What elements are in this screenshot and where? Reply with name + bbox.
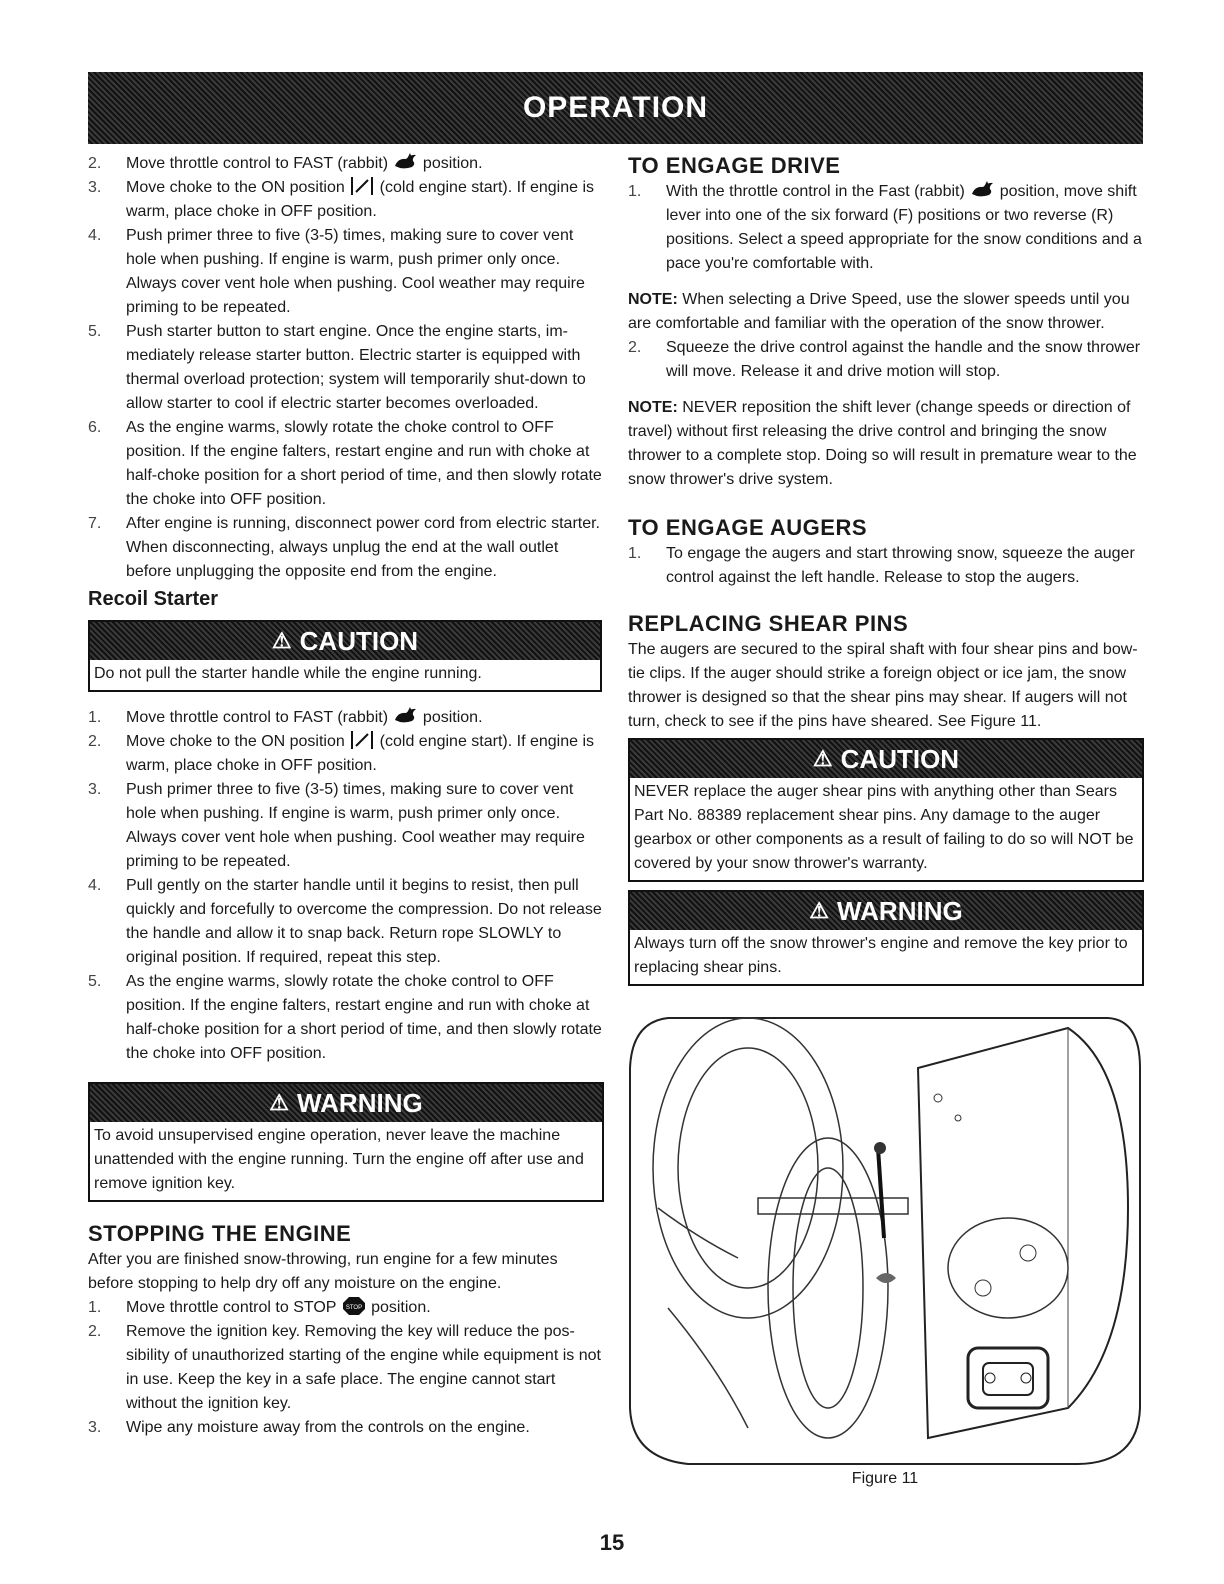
warning-box-shear-pins	[628, 890, 1144, 986]
stop-icon	[336, 1299, 366, 1316]
stopping-engine-heading: STOPPING THE ENGINE	[88, 1221, 352, 1246]
note-shift-lever	[628, 396, 1144, 492]
choke-icon	[345, 179, 375, 196]
list-item	[88, 874, 604, 970]
step-text: After engine is running, disconnect power cord from electric starter. When disconnecting, always unplug the end at the wall outlet before unplugging the opposite end from the engine.	[126, 515, 600, 580]
augers-step-1	[628, 542, 1144, 590]
list-item	[88, 416, 604, 512]
step-text: Push primer three to five (3-5) times, making sure to cover vent hole when pushing. If engine is warm, push primer only once. Always cover vent hole when pushing. Cool weather may require priming to be repeated.	[126, 781, 585, 870]
page-number: 15	[599, 1530, 625, 1555]
stopping-intro: After you are finished snow-throwing, run engine for a few minutes before stopping to help dry off any moisture on the engine.	[88, 1251, 558, 1292]
step-number: 2.	[88, 155, 102, 172]
list-item	[88, 706, 604, 730]
step-number: 3.	[88, 1419, 102, 1436]
note-label: NOTE:	[628, 399, 678, 416]
alert-triangle-icon: ⚠	[269, 1090, 290, 1115]
list-item	[88, 152, 604, 176]
step-number: 7.	[88, 515, 102, 532]
list-item	[88, 730, 604, 778]
step-text-container	[126, 970, 604, 1066]
figure-11-illustration	[628, 1008, 1142, 1468]
step-number: 2.	[88, 733, 102, 750]
list-item	[88, 1320, 604, 1416]
list-item	[628, 542, 1144, 590]
warning-label: WARNING	[837, 895, 963, 926]
caution-header	[630, 740, 1142, 778]
caution-box-starter	[88, 620, 602, 692]
step-text-after: (cold engine start). If engine is warm, place choke in OFF position.	[126, 733, 595, 774]
step-text: Move choke to the ON position	[126, 733, 345, 750]
warning-label: WARNING	[297, 1087, 423, 1118]
alert-triangle-icon: ⚠	[812, 746, 833, 771]
engage-augers-heading: TO ENGAGE AUGERS	[628, 515, 868, 540]
warning-text: Always turn off the snow thrower's engine and remove the key prior to replacing shear pins.	[634, 935, 1128, 976]
step-text-container	[666, 180, 1144, 276]
step-text-container	[126, 512, 604, 584]
warning-text: To avoid unsupervised engine operation, never leave the machine unattended with the engine running. Turn the engine off after use and remove ignition key.	[94, 1127, 584, 1192]
engage-drive-heading: TO ENGAGE DRIVE	[628, 153, 841, 178]
rabbit-icon	[965, 183, 995, 200]
list-item	[88, 1416, 604, 1440]
list-item	[88, 1296, 604, 1320]
recoil-starter-heading: Recoil Starter	[88, 588, 219, 610]
step-text-after: position, move shift lever into one of the six forward (F) positions or two reverse (R) positions. Select a speed appropriate for the snow conditions and a pace you're comfortable with.	[666, 183, 1142, 272]
step-text: As the engine warms, slowly rotate the choke control to OFF position. If the engine falters, restart engine and run with choke at half-choke position for a short period of time, and then slowly rotate the choke into OFF position.	[126, 973, 602, 1062]
caution-text: Do not pull the starter handle while the engine running.	[94, 665, 482, 682]
step-text: Move throttle control to FAST (rabbit)	[126, 709, 389, 726]
auger-shear-pin-drawing	[628, 1008, 1142, 1468]
caution-text: NEVER replace the auger shear pins with anything other than Sears Part No. 88389 replacement shear pins. Any damage to the auger gearbox or other components as a result of failing to do so will NOT be covered by your snow thrower's warranty.	[634, 783, 1134, 872]
step-text: Pull gently on the starter handle until it begins to resist, then pull quickly and forcefully to overcome the compression. Do not release the handle and allow it to snap back. Return rope SLOWLY to original position. If required, repeat this step.	[126, 877, 602, 966]
step-text-container	[126, 1296, 604, 1320]
step-text-container	[126, 320, 604, 416]
step-text-container	[126, 874, 604, 970]
caution-header	[90, 622, 600, 660]
step-number: 4.	[88, 877, 102, 894]
step-number: 3.	[88, 179, 102, 196]
list-item	[88, 970, 604, 1066]
choke-icon	[345, 733, 375, 750]
drive-step-2	[628, 336, 1144, 384]
step-text-after: position.	[418, 155, 483, 172]
step-text: Move throttle control to STOP	[126, 1299, 337, 1316]
warning-box-unattended	[88, 1082, 604, 1202]
step-text-container	[666, 336, 1144, 384]
figure-caption: Figure 11	[851, 1470, 919, 1487]
step-text: Remove the ignition key. Removing the key will reduce the pos-sibility of unauthorized starting of the engine while equipment is not in use. Keep the key in a safe place. The engine cannot start without the ignition key.	[126, 1323, 601, 1412]
step-text: Move choke to the ON position	[126, 179, 345, 196]
step-number: 1.	[628, 183, 642, 200]
step-text-container	[126, 1416, 604, 1440]
drive-step-1	[628, 180, 1144, 276]
step-text-container	[666, 542, 1144, 590]
step-number: 1.	[88, 1299, 102, 1316]
shear-pins-heading: REPLACING SHEAR PINS	[628, 611, 909, 636]
list-item	[88, 176, 604, 224]
alert-triangle-icon: ⚠	[809, 898, 830, 923]
list-item	[88, 320, 604, 416]
step-text-container	[126, 224, 604, 320]
step-text-container	[126, 152, 604, 176]
step-text: With the throttle control in the Fast (rabbit)	[666, 183, 965, 200]
step-text-container	[126, 730, 604, 778]
note-drive-speed	[628, 288, 1144, 336]
step-text: Squeeze the drive control against the handle and the snow thrower will move. Release it and drive motion will stop.	[666, 339, 1141, 380]
step-text-container	[126, 778, 604, 874]
step-number: 2.	[628, 339, 642, 356]
list-item	[88, 512, 604, 584]
step-text: Move throttle control to FAST (rabbit)	[126, 155, 389, 172]
list-item	[628, 180, 1144, 276]
step-text-container	[126, 1320, 604, 1416]
shear-pins-text: The augers are secured to the spiral shaft with four shear pins and bow-tie clips. If the auger should strike a foreign object or ice jam, the snow thrower is designed so that the shear pins may shear. If augers will not turn, check to see if the pins have sheared. See Figure 11.	[628, 641, 1138, 730]
warning-header	[90, 1084, 602, 1122]
right-column	[628, 152, 1144, 986]
step-number: 1.	[88, 709, 102, 726]
rabbit-icon	[388, 709, 418, 726]
caution-box-shear-pins	[628, 738, 1144, 882]
caution-label: CAUTION	[299, 625, 419, 656]
page-title: OPERATION	[522, 91, 709, 124]
step-text: Push primer three to five (3-5) times, making sure to cover vent hole when pushing. If engine is warm, push primer only once. Always cover vent hole when pushing. Cool weather may require priming to be repeated.	[126, 227, 585, 316]
alert-triangle-icon: ⚠	[271, 628, 292, 653]
list-item	[88, 778, 604, 874]
step-text-after: position.	[418, 709, 483, 726]
note-label: NOTE:	[628, 291, 678, 308]
step-text: As the engine warms, slowly rotate the choke control to OFF position. If the engine falters, restart engine and run with choke at half-choke position for a short period of time, and then slowly rotate the choke into OFF position.	[126, 419, 602, 508]
left-column	[88, 152, 604, 1440]
steps-list-stopping	[88, 1296, 604, 1440]
step-number: 5.	[88, 323, 102, 340]
step-number: 2.	[88, 1323, 102, 1340]
step-text-container	[126, 706, 604, 730]
steps-list-recoil-start	[88, 706, 604, 1066]
step-text-after: (cold engine start). If engine is warm, place choke in OFF position.	[126, 179, 595, 220]
steps-list-electric-start	[88, 152, 604, 584]
step-number: 5.	[88, 973, 102, 990]
step-text: Push starter button to start engine. Once the engine starts, im-mediately release starter button. Electric starter is equipped with thermal overload protection; system will temporarily shut-down to allow starter to cool if electric starter becomes overloaded.	[126, 323, 586, 412]
page-title-banner	[88, 72, 1143, 144]
svg-text:STOP: STOP	[345, 1305, 362, 1311]
step-text-after: position.	[366, 1299, 431, 1316]
caution-label: CAUTION	[840, 743, 960, 774]
list-item	[628, 336, 1144, 384]
step-text-container	[126, 416, 604, 512]
step-number: 4.	[88, 227, 102, 244]
note-text: When selecting a Drive Speed, use the slower speeds until you are comfortable and familiar with the operation of the snow thrower.	[628, 291, 1130, 332]
step-number: 3.	[88, 781, 102, 798]
step-text: Wipe any moisture away from the controls on the engine.	[126, 1419, 530, 1436]
list-item	[88, 224, 604, 320]
note-text: NEVER reposition the shift lever (change speeds or direction of travel) without first releasing the drive control and bringing the snow thrower to a complete stop. Doing so will result in premature wear to the snow thrower's drive system.	[628, 399, 1137, 488]
rabbit-icon	[388, 155, 418, 172]
step-text: To engage the augers and start throwing snow, squeeze the auger control against the left handle. Release to stop the augers.	[666, 545, 1135, 586]
step-number: 1.	[628, 545, 642, 562]
step-text-container	[126, 176, 604, 224]
step-number: 6.	[88, 419, 102, 436]
warning-header	[630, 892, 1142, 930]
